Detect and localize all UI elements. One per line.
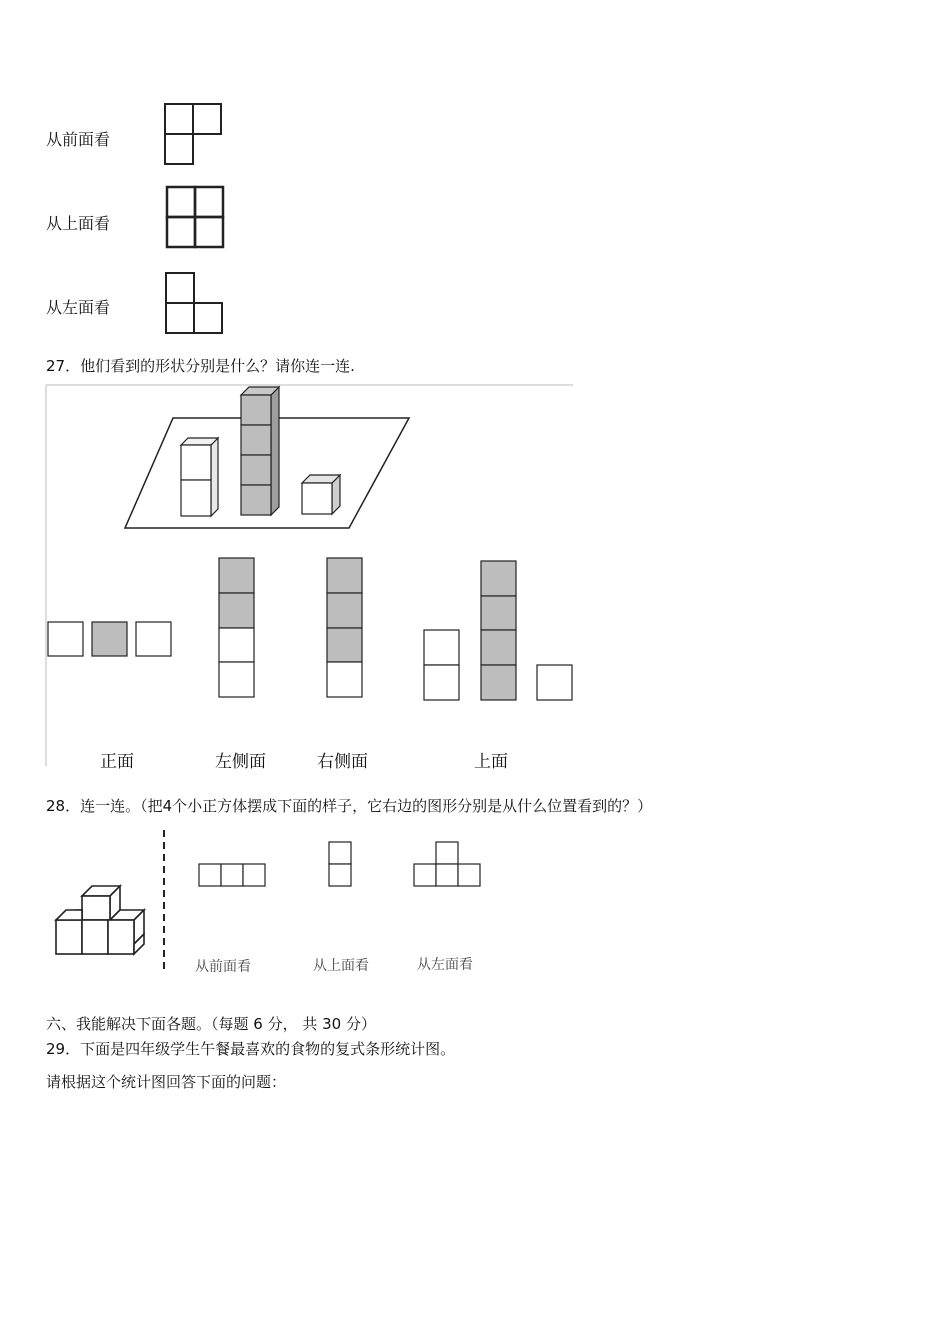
caption-from-top: 从上面看 bbox=[313, 958, 369, 974]
caption-right-side: 右侧面 bbox=[317, 752, 368, 772]
front-view-shape bbox=[163, 100, 225, 168]
cube-stack-left bbox=[181, 438, 218, 516]
cube-stack-middle bbox=[241, 387, 279, 515]
question-29-prompt: 请根据这个统计图回答下面的问题： bbox=[46, 1073, 287, 1091]
view-label-front: 从前面看 bbox=[46, 130, 111, 149]
caption-left-side: 左侧面 bbox=[215, 752, 266, 772]
view-shape-column2 bbox=[329, 842, 351, 886]
caption-top: 上面 bbox=[474, 752, 508, 772]
left-view-shape bbox=[163, 270, 229, 336]
answer-left-side-view bbox=[219, 558, 254, 697]
view-shape-t bbox=[414, 842, 480, 886]
view-shape-row3 bbox=[199, 864, 265, 886]
caption-front: 正面 bbox=[100, 752, 134, 772]
view-label-left: 从左面看 bbox=[46, 298, 111, 317]
answer-right-side-view bbox=[327, 558, 362, 697]
question-27: 27．他们看到的形状分别是什么？请你连一连. bbox=[46, 357, 355, 375]
caption-from-left: 从左面看 bbox=[417, 957, 473, 973]
question-29: 29．下面是四年级学生午餐最喜欢的食物的复式条形统计图。 bbox=[46, 1040, 456, 1058]
section-6-title: 六、我能解决下面各题。（每题 6 分， 共 30 分） bbox=[46, 1015, 376, 1033]
top-view-shape bbox=[163, 183, 229, 253]
answer-front-view bbox=[48, 622, 171, 656]
view-label-top: 从上面看 bbox=[46, 214, 111, 233]
answer-top-view bbox=[424, 561, 572, 700]
caption-from-front: 从前面看 bbox=[195, 959, 251, 975]
question-28: 28．连一连。（把4个小正方体摆成下面的样子，它右边的图形分别是从什么位置看到的？） bbox=[46, 797, 653, 815]
cube-single-right bbox=[302, 475, 340, 514]
cube-arrangement bbox=[56, 886, 144, 954]
q27-figure bbox=[45, 383, 575, 768]
